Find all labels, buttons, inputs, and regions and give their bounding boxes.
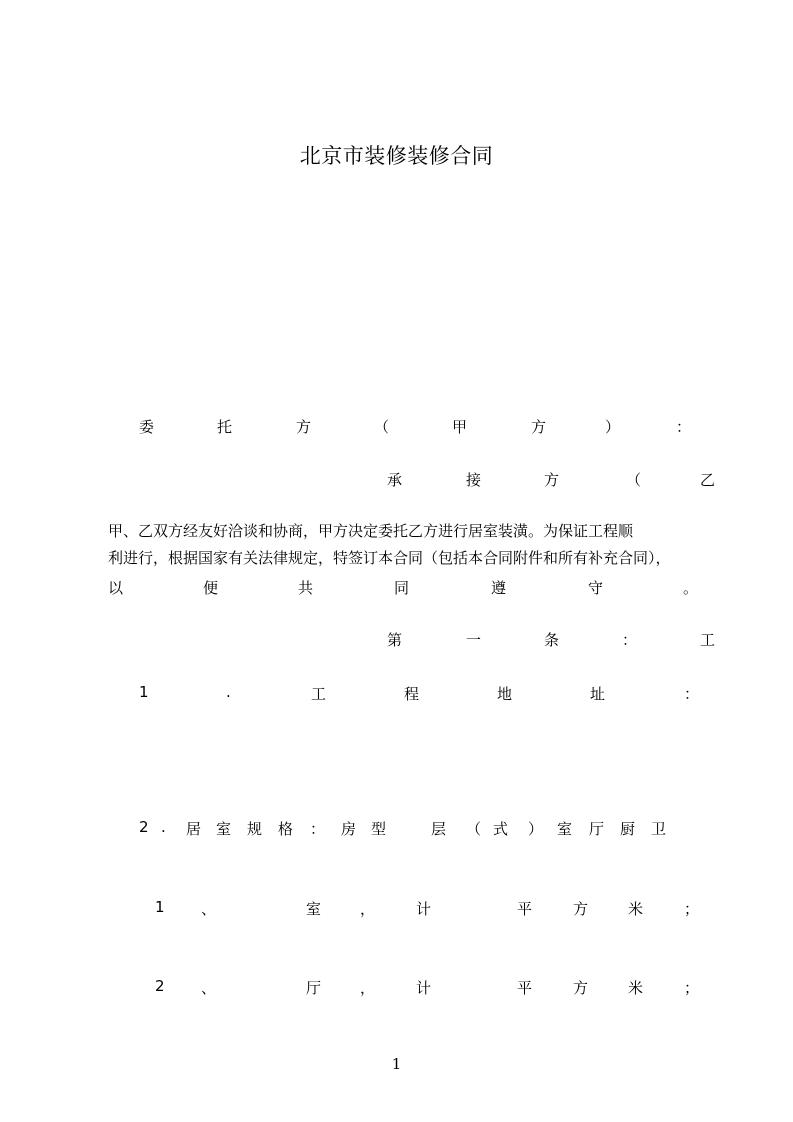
- sub-item-2-living-room: [0, 977, 793, 999]
- sub-item-char: 厅: [306, 979, 322, 997]
- intro-char: 以: [108, 579, 124, 597]
- item-char: 居: [186, 820, 202, 838]
- sub-item-char: 方: [573, 979, 589, 997]
- sub-item-char: 室: [306, 900, 322, 918]
- article-char: 条: [544, 631, 560, 649]
- item-char: 室: [216, 820, 232, 838]
- sub-item-char: 计: [416, 900, 432, 918]
- party-b-line: [0, 469, 793, 491]
- item-char: 程: [404, 685, 420, 703]
- item-char: （: [466, 820, 482, 838]
- party-a-char: 委: [139, 418, 155, 436]
- item-char: 址: [590, 685, 606, 703]
- sub-item-char: 方: [573, 900, 589, 918]
- party-b-char: （: [626, 471, 642, 489]
- sub-item-1-bedroom: [0, 898, 793, 920]
- item-char: 室: [557, 820, 573, 838]
- party-a-char: ）: [605, 418, 621, 436]
- item-char: 1: [139, 683, 149, 701]
- item-1-project-address: [0, 683, 793, 705]
- sub-item-char: ，: [360, 900, 376, 918]
- item-char: 厨: [620, 820, 636, 838]
- intro-char: 守: [588, 579, 604, 597]
- sub-item-char: 平: [517, 979, 533, 997]
- item-char: ：: [310, 820, 326, 838]
- sub-item-char: 1: [155, 898, 165, 916]
- item-char: ：: [684, 685, 700, 703]
- article-char: 第: [387, 631, 403, 649]
- item-char: 层: [431, 820, 447, 838]
- party-b-char: 接: [466, 471, 482, 489]
- party-b-char: 方: [544, 471, 560, 489]
- article-char: 一: [466, 631, 482, 649]
- item-char: 地: [497, 685, 513, 703]
- party-a-char: 方: [531, 418, 547, 436]
- item-char: .: [226, 683, 231, 701]
- intro-paragraph: [108, 518, 718, 572]
- party-a-line: [0, 416, 793, 438]
- item-2-room-spec: [0, 818, 793, 840]
- sub-item-char: ，: [360, 979, 376, 997]
- intro-char: 共: [298, 579, 314, 597]
- item-char: 厅: [589, 820, 605, 838]
- sub-item-char: 计: [416, 979, 432, 997]
- item-char: 格: [278, 820, 294, 838]
- sub-item-char: 平: [517, 900, 533, 918]
- item-char: 工: [311, 685, 327, 703]
- article-char: 工: [700, 631, 716, 649]
- party-a-char: 甲: [452, 418, 468, 436]
- intro-char: 遵: [491, 579, 507, 597]
- intro-line: 甲、乙双方经友好洽谈和协商，甲方决定委托乙方进行居室装潢。为保证工程顺: [108, 522, 634, 540]
- item-char: 规: [247, 820, 263, 838]
- article-1-heading: [0, 629, 793, 651]
- page-number: 1: [391, 1055, 402, 1073]
- party-a-char: 托: [217, 418, 233, 436]
- intro-char: 同: [394, 579, 410, 597]
- item-char: .: [161, 818, 166, 836]
- intro-char: 便: [203, 579, 219, 597]
- sub-item-char: ；: [684, 979, 700, 997]
- item-char: 房: [341, 820, 357, 838]
- article-char: ：: [622, 631, 638, 649]
- item-char: ）: [528, 820, 544, 838]
- intro-char: 。: [683, 579, 699, 597]
- sub-item-char: 2: [155, 977, 165, 995]
- party-a-char: （: [374, 418, 390, 436]
- document-title: 北京市装修装修合同: [299, 144, 494, 168]
- item-char: 式: [493, 820, 509, 838]
- item-char: 卫: [651, 820, 667, 838]
- sub-item-char: 、: [201, 900, 217, 918]
- party-a-char: ：: [676, 418, 692, 436]
- party-b-char: 承: [387, 471, 403, 489]
- party-a-char: 方: [296, 418, 312, 436]
- sub-item-char: 米: [628, 900, 644, 918]
- intro-line-3: [0, 577, 793, 599]
- sub-item-char: ；: [684, 900, 700, 918]
- item-char: 型: [371, 820, 387, 838]
- party-b-char: 乙: [700, 471, 716, 489]
- sub-item-char: 、: [201, 979, 217, 997]
- item-char: 2: [139, 818, 149, 836]
- sub-item-char: 米: [628, 979, 644, 997]
- intro-line: 利进行，根据国家有关法律规定，特签订本合同（包括本合同附件和所有补充合同），: [108, 549, 671, 567]
